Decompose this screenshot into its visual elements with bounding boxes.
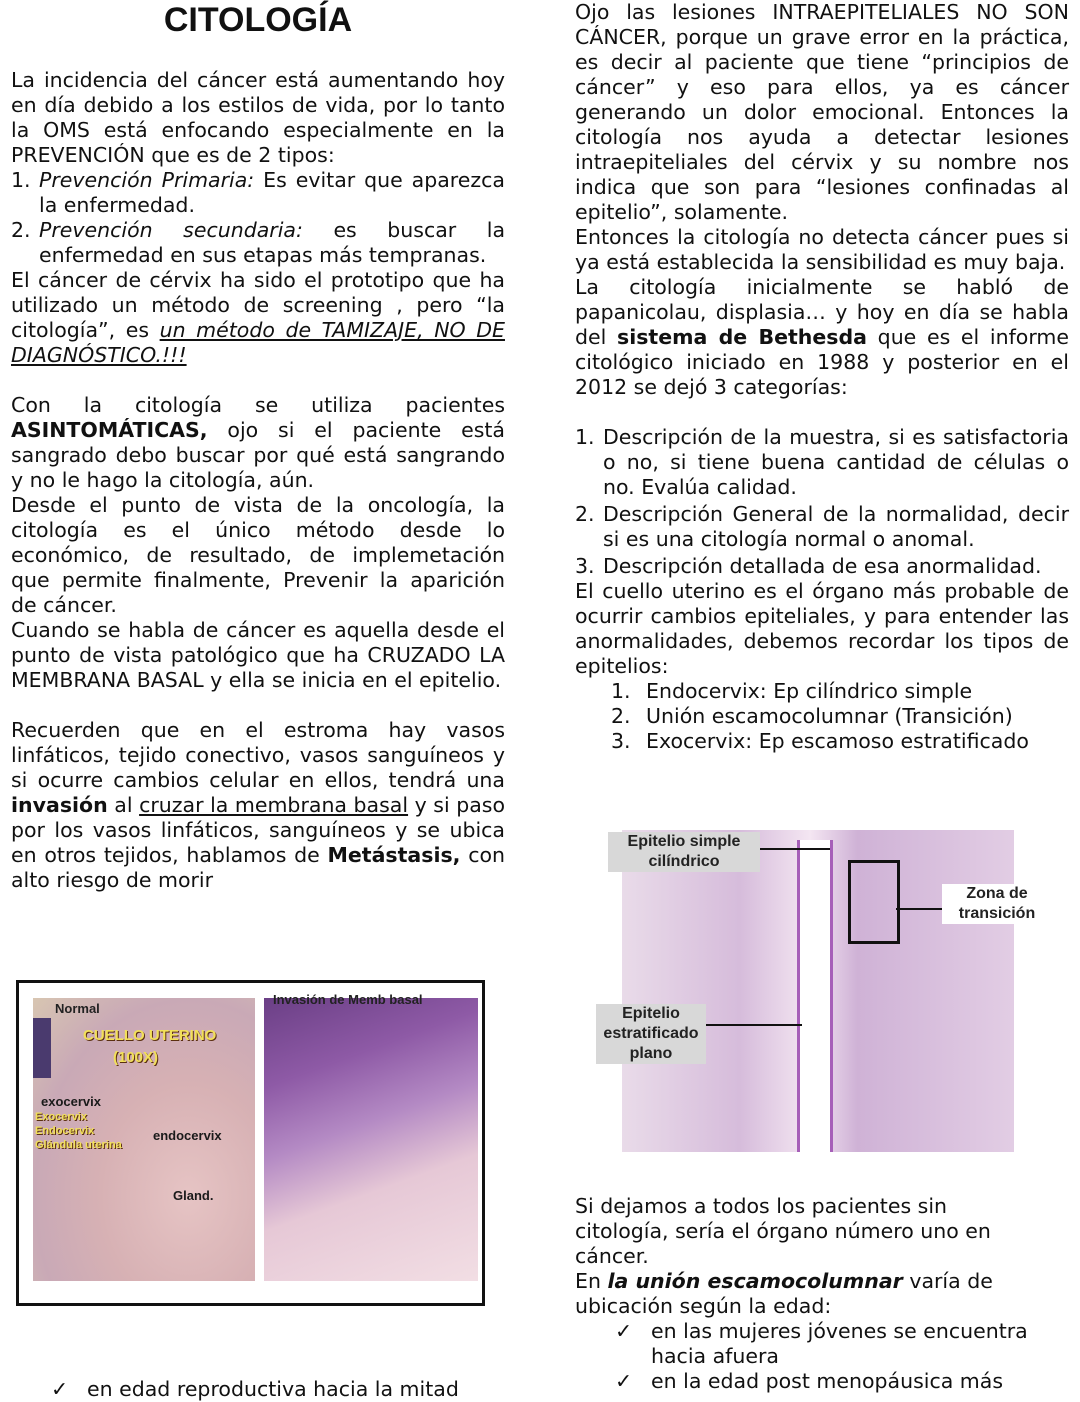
epithelia-paragraph: El cuello uterino es el órgano más probable de ocurrir cambios epiteliales, y para entender las anormalidades, debemos recordar los tipos de epitelios: [575,579,1069,678]
gland-label: Gland. [173,1188,214,1203]
bethesda-categories [575,425,1069,579]
arrow-icon [706,1024,802,1026]
glandula-label: Glándula uterina [35,1139,122,1151]
endocervix-small-label: Endocervix [35,1125,95,1137]
sensitivity-paragraph: Entonces la citología no detecta cáncer pues si ya está establecida la sensibilidad es muy baja. [575,225,1069,274]
check-item: ✓ en las mujeres jóvenes se encuentra hacia afuera [615,1319,1028,1368]
screening-paragraph: El cáncer de cérvix ha sido el prototipo que ha utilizado un método de screening , pero “la citología”, es un método de TAMIZAJE, NO DE DIAGNÓSTICO.!!! [11,268,505,367]
prevention-item: 2. Prevención secundaria: es buscar la enfermedad en sus etapas más tempranas. [11,218,506,267]
intraepithelial-paragraph: Ojo las lesiones INTRAEPITELIALES NO SON CÁNCER, porque un grave error en la práctica, es decir al paciente que tiene “principios de cáncer” y eso para ellos, ya es cáncer generando un dolor emocional. Entonces la citología nos ayuda a detectar lesiones intraepiteliales del cérvix y su nombre nos indica que son para “lesiones confinadas al epitelio”, solamente. [575,0,1069,224]
invasion-panel [264,998,478,1281]
right-bottom-block [575,1194,1069,1394]
zoom-label: (100X) [113,1049,159,1066]
category-item: 2. Descripción General de la normalidad, decir si es una citología normal o anomal. [575,502,1069,551]
check-icon: ✓ [615,1319,633,1343]
intro-paragraph: La incidencia del cáncer está aumentando hoy en día debido a los estilos de vida, por lo tanto la OMS está enfocando especialmente en la PREVENCIÓN que es de 2 tipos: [11,68,505,167]
category-item: 1. Descripción de la muestra, si es satisfactoria o no, si tiene buena cantidad de células o no. Evalúa calidad. [575,425,1069,499]
endocervix-label: endocervix [153,1128,222,1143]
oncology-paragraph: Desde el punto de vista de la oncología, la citología es el único método desde lo económico, de resultado, de implemetación que permite finalmente, Prevenir la aparición de cáncer. [11,493,505,617]
prevention-list [11,168,505,268]
transition-zone-callout: Zona de transición [942,884,1052,924]
epithelia-list [575,679,1069,754]
transition-zone-box [848,860,900,944]
check-icon: ✓ [51,1377,69,1401]
organ-paragraph: Si dejamos a todos los pacientes sin citología, sería el órgano número uno en cáncer. [575,1194,991,1268]
prevention-item: 1. Prevención Primaria: Es evitar que aparezca la enfermedad. [11,168,505,217]
cancer-definition-paragraph: Cuando se habla de cáncer es aquella desde el punto de vista patológico que ha CRUZADO LA MEMBRANA BASAL y ella se inicia en el epitelio. [11,618,505,692]
check-item: ✓ en la edad post menopáusica más [615,1369,1004,1393]
asymptomatic-paragraph: Con la citología se utiliza pacientes ASINTOMÁTICAS, ojo si el paciente está sangrado debo buscar por qué está sangrando y no le hago la citología, aún. [11,393,505,492]
stroma-paragraph: Recuerden que en el estroma hay vasos linfáticos, tejido conectivo, vasos sanguíneos y si ocurre cambios celular en ellos, tendrá una invasión al cruzar la membrana basal y si paso por los vasos linfáticos, sanguíneos y se ubica en otros tejidos, hablamos de Metástasis, con alto riesgo de morir [11,718,506,892]
category-item: 3. Descripción detallada de esa anormalidad. [575,554,1042,578]
normal-panel [33,998,255,1281]
cervix-histology-figure [16,980,485,1306]
page-title: CITOLOGÍA [163,1,353,39]
stratified-epithelium-callout: Epitelio estratificado plano [596,1004,706,1064]
left-check-list [11,1377,505,1402]
normal-label: Normal [55,1001,100,1016]
junction-paragraph: En la unión escamocolumnar varía de ubicación según la edad: [575,1269,993,1318]
endocervical-canal [797,840,833,1152]
bethesda-paragraph: La citología inicialmente se habló de papanicolau, displasia… y hoy en día se habla del sistema de Bethesda que es el informe citológico iniciado en 1988 y posterior en el 2012 se dejó 3 categorías: [575,275,1069,399]
epithelium-item: 2. Unión escamocolumnar (Transición) [611,704,1013,728]
arrow-icon [896,908,942,910]
simple-epithelium-callout: Epitelio simple cilíndrico [608,832,760,872]
exocervix-label: exocervix [41,1094,101,1109]
epithelium-item: 1. Endocervix: Ep cilíndrico simple [611,679,973,703]
invasion-label: Invasión de Memb basal [273,992,423,1007]
epithelium-item: 3. Exocervix: Ep escamoso estratificado [611,729,1029,753]
logo-icon [33,1018,51,1078]
right-column [575,0,1069,754]
check-item: ✓ en edad reproductiva hacia la mitad [51,1377,459,1401]
check-icon: ✓ [615,1369,633,1393]
cuello-label: CUELLO UTERINO [83,1027,217,1044]
arrow-icon [760,848,830,850]
transition-zone-figure [592,820,1036,1162]
exocervix-small-label: Exocervix [35,1111,87,1123]
left-column [11,0,505,893]
age-list [575,1319,1069,1394]
